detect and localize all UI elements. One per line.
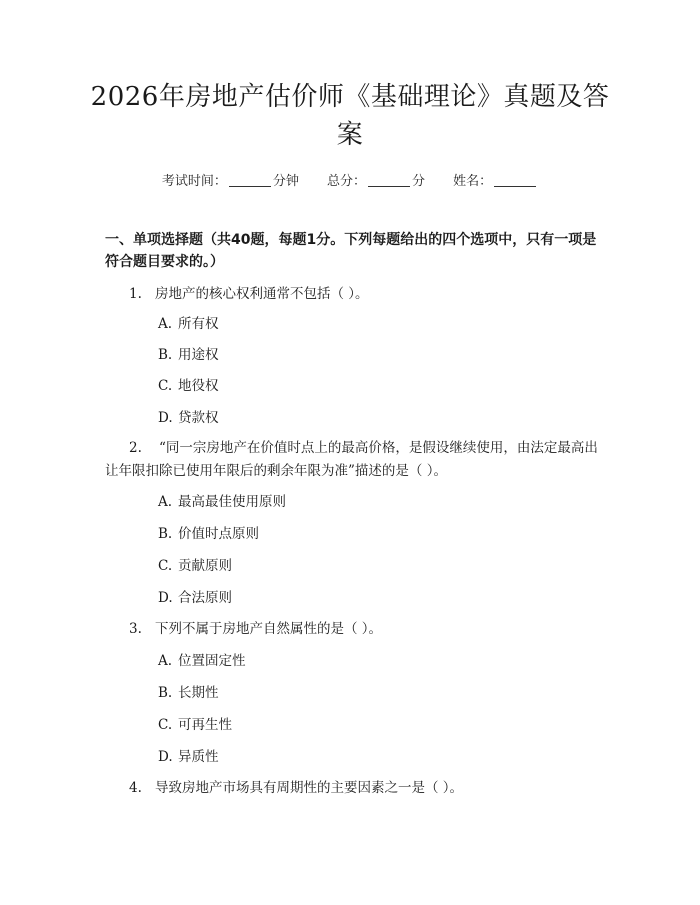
question-2 [105, 437, 600, 483]
name-blank [494, 186, 536, 187]
question-text: “同一宗房地产在价值时点上的最高价格，是假设继续使用，由法定最高出让年限扣除已使用年限后的剩余年限为准”描述的是（ ）。 [105, 440, 598, 479]
question-number: 3. [129, 621, 142, 637]
section-heading: 一、单项选择题（共40题，每题1分。下列每题给出的四个选项中，只有一项是符合题目要求的。） [105, 232, 597, 270]
time-blank [229, 186, 271, 187]
option-text: 贷款权 [178, 410, 219, 426]
option-letter: C. [158, 378, 173, 394]
question-text: 房地产的核心权利通常不包括（ ）。 [155, 286, 369, 302]
option-text: 地役权 [178, 378, 219, 394]
option-letter: D. [158, 410, 173, 426]
question-1 [105, 283, 600, 306]
option-1a [158, 314, 219, 334]
exam-time [162, 170, 299, 189]
option-letter: C. [158, 717, 173, 733]
time-unit: 分钟 [272, 174, 299, 189]
question-3 [105, 618, 600, 641]
option-text: 贡献原则 [178, 558, 232, 574]
option-3d [158, 747, 219, 767]
option-text: 价值时点原则 [178, 526, 259, 542]
option-text: 异质性 [178, 749, 219, 765]
option-text: 最高最佳使用原则 [178, 494, 286, 510]
option-2c [158, 556, 232, 576]
question-text: 导致房地产市场具有周期性的主要因素之一是（ ）。 [155, 780, 464, 796]
option-1b [158, 345, 219, 365]
score-blank [368, 186, 410, 187]
option-1c [158, 376, 219, 396]
option-letter: B. [158, 526, 173, 542]
option-letter: A. [158, 316, 173, 332]
exam-score [327, 170, 425, 189]
page-title: 2026年房地产估价师《基础理论》真题及答案 [90, 82, 610, 150]
question-number: 2. [129, 440, 142, 456]
score-unit: 分 [412, 174, 426, 189]
option-3b [158, 683, 219, 703]
option-2a [158, 492, 286, 512]
option-2d [158, 588, 232, 608]
question-number: 4. [129, 780, 142, 796]
option-letter: D. [158, 749, 173, 765]
time-label: 考试时间： [161, 174, 227, 189]
option-text: 合法原则 [178, 590, 232, 606]
option-1d [158, 408, 219, 428]
option-text: 位置固定性 [178, 653, 246, 669]
option-letter: D. [158, 590, 173, 606]
name-label: 姓名： [453, 174, 493, 189]
option-2b [158, 524, 259, 544]
option-letter: B. [158, 347, 173, 363]
score-label: 总分： [326, 174, 366, 189]
option-letter: C. [158, 558, 173, 574]
question-4 [105, 777, 600, 800]
option-letter: A. [158, 494, 173, 510]
exam-name [453, 170, 538, 189]
option-letter: B. [158, 685, 173, 701]
exam-meta [0, 170, 700, 189]
option-text: 长期性 [178, 685, 219, 701]
option-3c [158, 715, 232, 735]
option-3a [158, 651, 246, 671]
option-letter: A. [158, 653, 173, 669]
option-text: 可再生性 [178, 717, 232, 733]
question-number: 1. [129, 286, 142, 302]
option-text: 所有权 [178, 316, 219, 332]
question-text: 下列不属于房地产自然属性的是（ ）。 [155, 621, 383, 637]
option-text: 用途权 [178, 347, 219, 363]
